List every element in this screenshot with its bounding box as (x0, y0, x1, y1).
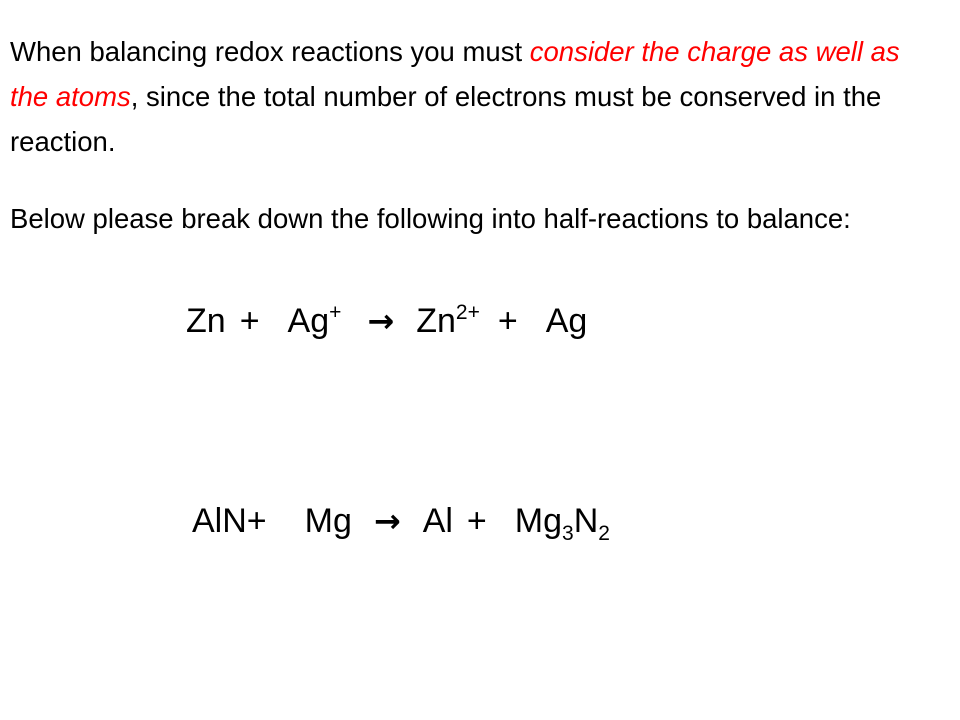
eq1-product-zn: Zn (416, 302, 456, 340)
equation-zinc-silver: Zn + Ag+ → Zn2+ + Ag (186, 301, 588, 340)
eq2-product-mg: Mg (514, 502, 563, 540)
eq2-reactant-aln: AlN+ (192, 502, 267, 540)
eq1-reactant-ag: Ag (287, 302, 330, 340)
instruction-paragraph (10, 29, 910, 164)
eq2-product-n: N (573, 502, 599, 540)
eq1-plus-sign: + (239, 302, 260, 340)
instruction-highlight: consider the charge as well as the atoms (10, 36, 900, 112)
equation-aluminum-nitride: AlN+ Mg → Al + Mg3N2 (192, 502, 610, 545)
eq1-product-ag: Ag (545, 302, 588, 340)
eq1-reaction-arrow: → (367, 302, 395, 340)
eq1-reactant-zn: Zn (186, 302, 226, 340)
eq1-plus-sign-2: + (497, 302, 518, 340)
eq2-reactant-mg: Mg (304, 502, 352, 540)
instruction-text-end: , since the total number of electrons must be conserved in the reaction. (10, 81, 882, 157)
eq2-reaction-arrow: → (373, 502, 401, 540)
task-paragraph: Below please break down the following into half-reactions to balance: (10, 203, 851, 234)
eq2-product-al: Al (422, 502, 453, 540)
instruction-text-start: When balancing redox reactions you must (10, 36, 530, 67)
eq2-plus-sign: + (466, 502, 487, 540)
